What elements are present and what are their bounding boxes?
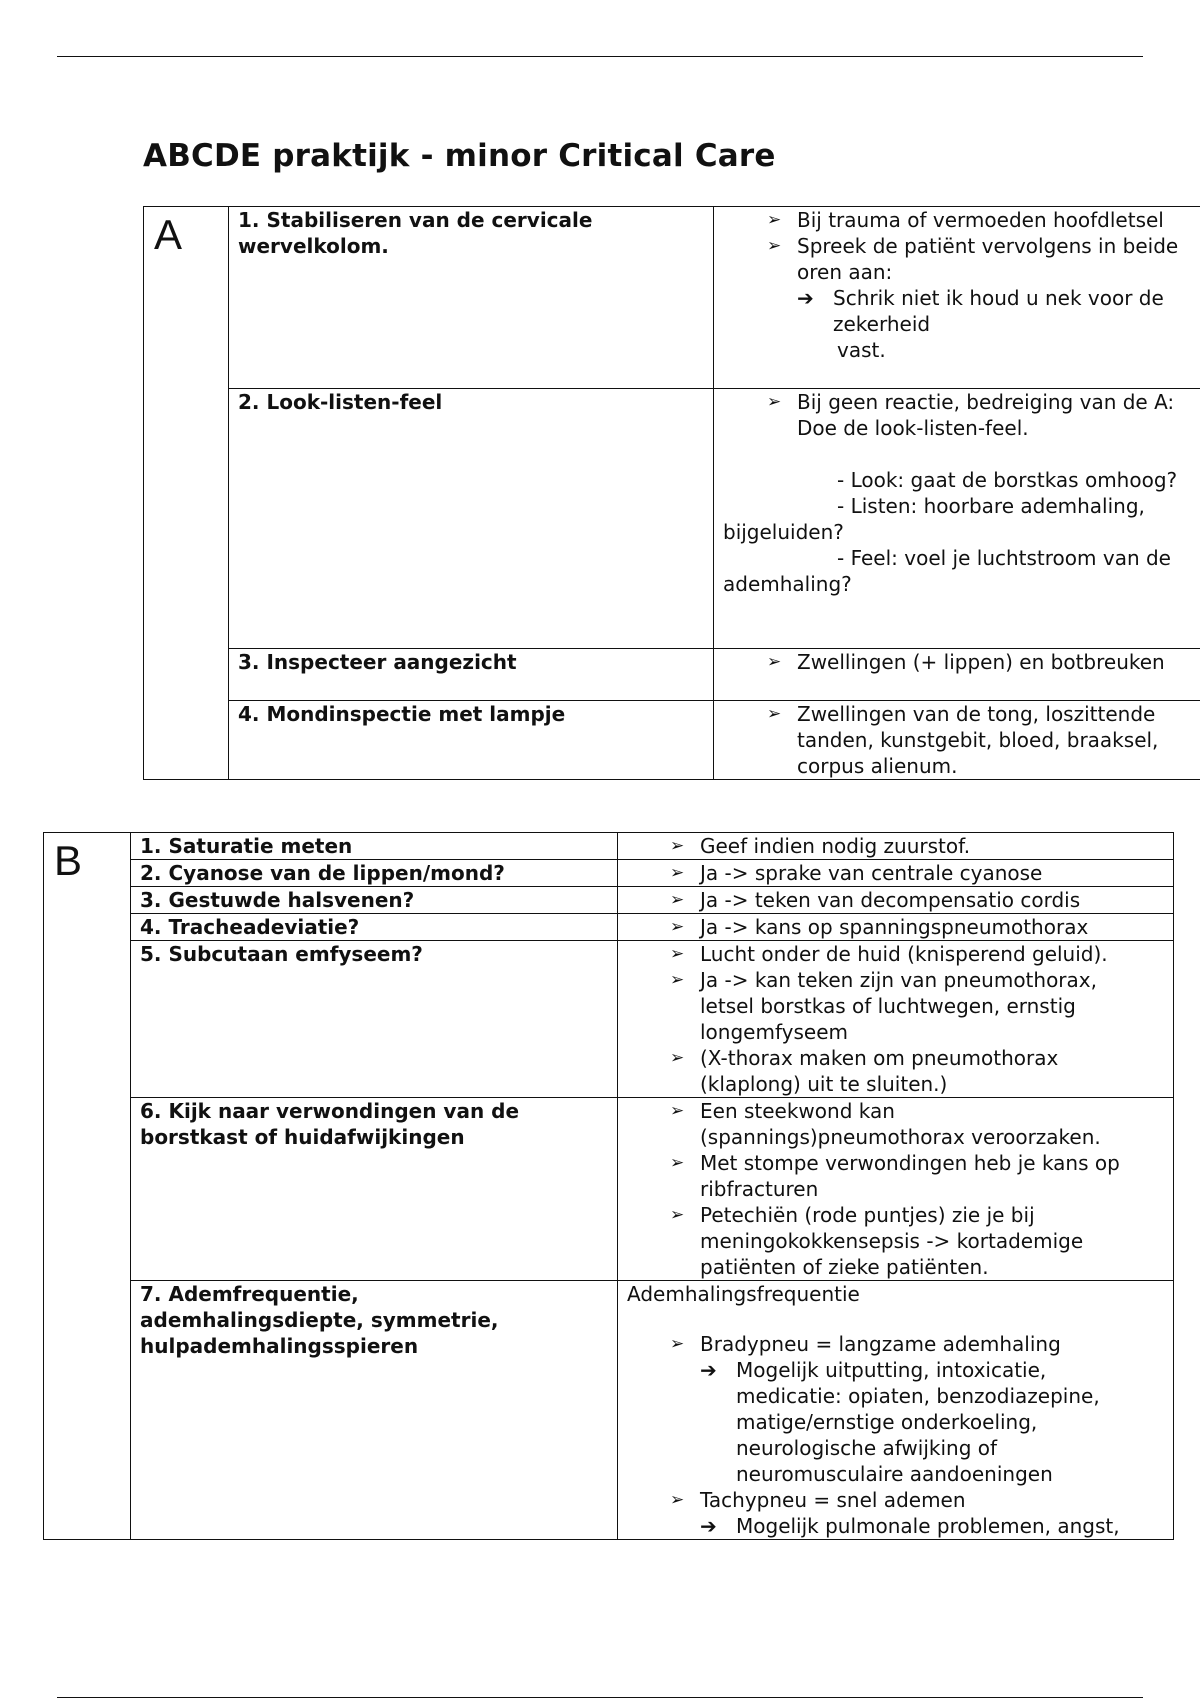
bullet-arrow-icon: ➢ (767, 210, 782, 230)
b-row-1-label: 1. Saturatie meten (131, 833, 618, 860)
b-row-6-label: 6. Kijk naar verwondingen van de borstkast of huidafwijkingen (131, 1098, 618, 1281)
section-b-table (43, 832, 1174, 1540)
list-item: ➢ Geef indien nodig zuurstof. (670, 834, 971, 858)
page-title: ABCDE praktijk - minor Critical Care (143, 138, 776, 174)
list-item: ➔ Schrik niet ik houd u nek voor de zekerheid vast. (797, 286, 1164, 362)
list-item: ➢ Zwellingen van de tong, loszittende tanden, kunstgebit, bloed, braaksel, corpus alienum. (767, 702, 1159, 778)
list-item: ➔ Mogelijk uitputting, intoxicatie, medicatie: opiaten, benzodiazepine, matige/ernstige onderkoeling, neurologische afwijking of neuromusculaire aandoeningen (700, 1358, 1100, 1486)
bullet-arrow-icon: ➢ (670, 1205, 685, 1225)
list-item: ➢ Ja -> sprake van centrale cyanose (670, 861, 1043, 885)
list-item: ➢ Een steekwond kan (spannings)pneumothorax veroorzaken. (670, 1099, 1101, 1149)
list-item: ➢ Ja -> kan teken zijn van pneumothorax, letsel borstkas of luchtwegen, ernstig longemfyseem (670, 968, 1097, 1044)
b-row-7-label: 7. Ademfrequentie, ademhalingsdiepte, symmetrie, hulpademhalingsspieren (131, 1281, 618, 1540)
b-row-4-label: 4. Tracheadeviatie? (131, 914, 618, 941)
b-row-3-label: 3. Gestuwde halsvenen? (131, 887, 618, 914)
bullet-arrow-icon: ➢ (670, 1101, 685, 1121)
b-row-2-label: 2. Cyanose van de lippen/mond? (131, 860, 618, 887)
bullet-arrow-icon: ➢ (670, 1048, 685, 1068)
a-row-1-content (714, 207, 1200, 389)
list-item: ➢ Met stompe verwondingen heb je kans op ribfracturen (670, 1151, 1120, 1201)
a-row-2-label: 2. Look-listen-feel (229, 389, 714, 649)
list-item: ➢ Bij geen reactie, bedreiging van de A: Doe de look-listen-feel. (767, 390, 1175, 440)
bullet-arrow-icon: ➢ (670, 863, 685, 883)
a-row-4-label: 4. Mondinspectie met lampje (229, 701, 714, 780)
bullet-arrow-icon: ➢ (670, 836, 685, 856)
arrow-right-icon: ➔ (700, 1358, 717, 1382)
list-item: ➢ Ja -> kans op spanningspneumothorax (670, 915, 1089, 939)
bullet-arrow-icon: ➢ (767, 704, 782, 724)
b-row-2-content (618, 860, 1174, 887)
a-row-1-label: 1. Stabiliseren van de cervicale wervelkolom. (229, 207, 714, 389)
header-rule (57, 56, 1143, 57)
list-item: ➢ Petechiën (rode puntjes) zie je bij meningokokkensepsis -> kortademige patiënten of zieke patiënten. (670, 1203, 1084, 1279)
bullet-arrow-icon: ➢ (670, 1153, 685, 1173)
arrow-right-icon: ➔ (700, 1514, 717, 1538)
section-b-letter: B (44, 833, 131, 1540)
list-item: ➢ Tachypneu = snel ademen (670, 1488, 966, 1512)
a-row-2-content: ➢ Bij geen reactie, bedreiging van de A: Doe de look-listen-feel. - Look: gaat de borstkas omhoog? - Listen: hoorbare ademhaling, bijgeluiden? - Feel: voel je luchtstroom van de ademhaling? (714, 389, 1200, 649)
b-row-7-content (618, 1281, 1174, 1540)
b-row-4-content (618, 914, 1174, 941)
b-row-5-content (618, 941, 1174, 1098)
bullet-arrow-icon: ➢ (670, 944, 685, 964)
list-item: ➢ Lucht onder de huid (knisperend geluid). (670, 942, 1108, 966)
b-row-1-content (618, 833, 1174, 860)
arrow-right-icon: ➔ (797, 286, 814, 310)
b-row-3-content (618, 887, 1174, 914)
a-row-4-content (714, 701, 1200, 780)
list-item: ➢ Ja -> teken van decompensatio cordis (670, 888, 1081, 912)
b-row-6-content (618, 1098, 1174, 1281)
section-a-letter: A (144, 207, 229, 780)
footer-rule (57, 1697, 1143, 1698)
respiration-heading: Ademhalingsfrequentie (627, 1282, 860, 1306)
list-item: ➢ Zwellingen (+ lippen) en botbreuken (767, 650, 1165, 674)
a-row-3-label: 3. Inspecteer aangezicht (229, 649, 714, 701)
bullet-arrow-icon: ➢ (670, 970, 685, 990)
list-item: ➔ Mogelijk pulmonale problemen, angst, (700, 1514, 1120, 1538)
list-item: ➢ (X-thorax maken om pneumothorax (klaplong) uit te sluiten.) (670, 1046, 1059, 1096)
list-item: ➢ Bradypneu = langzame ademhaling (670, 1332, 1061, 1356)
b-row-5-label: 5. Subcutaan emfyseem? (131, 941, 618, 1098)
bullet-arrow-icon: ➢ (670, 917, 685, 937)
list-item: ➢ Bij trauma of vermoeden hoofdletsel (767, 208, 1164, 232)
bullet-arrow-icon: ➢ (670, 1490, 685, 1510)
bullet-arrow-icon: ➢ (767, 392, 782, 412)
bullet-arrow-icon: ➢ (767, 236, 782, 256)
bullet-arrow-icon: ➢ (670, 890, 685, 910)
section-a-table (143, 206, 1200, 780)
bullet-arrow-icon: ➢ (767, 652, 782, 672)
list-item: ➢ Spreek de patiënt vervolgens in beide oren aan: (767, 234, 1179, 284)
bullet-arrow-icon: ➢ (670, 1334, 685, 1354)
a-row-3-content (714, 649, 1200, 701)
